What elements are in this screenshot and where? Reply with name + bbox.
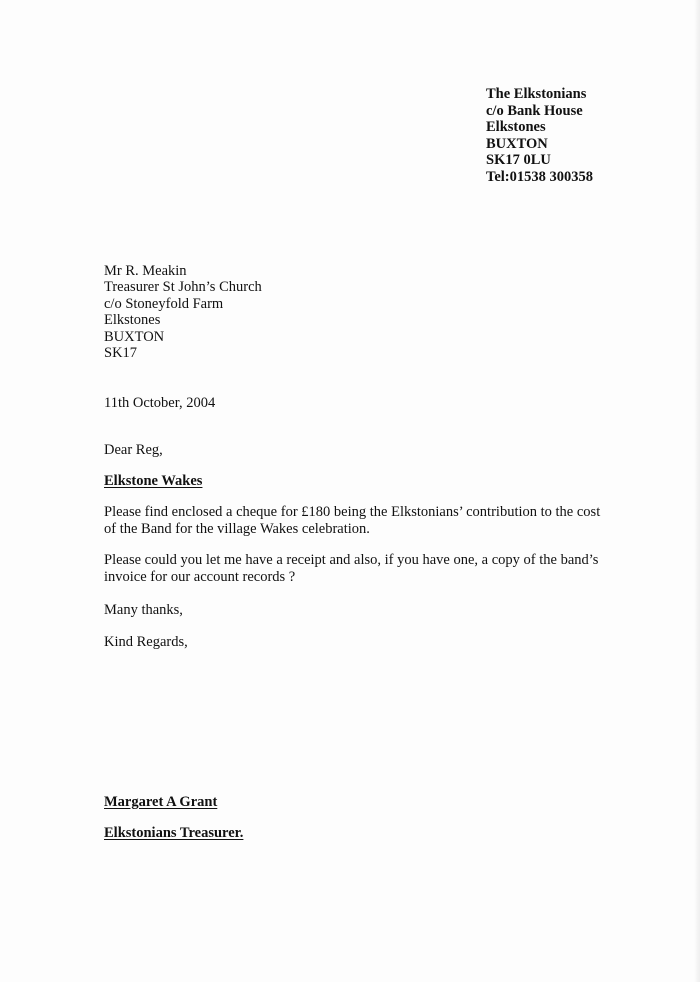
recipient-postcode: SK17 <box>104 345 138 362</box>
recipient-name: Mr R. Meakin <box>104 263 187 279</box>
letter-date: 11th October, 2004 <box>104 395 216 411</box>
salutation: Dear Reg, <box>104 442 163 458</box>
sender-telephone: Tel:01538 300358 <box>486 168 594 185</box>
subject-heading: Elkstone Wakes <box>104 473 203 489</box>
recipient-role: Treasurer St John’s Church <box>104 279 262 296</box>
body-paragraph-2 <box>104 552 604 586</box>
recipient-address-line: Elkstones <box>104 312 161 329</box>
signature-name: Margaret A Grant <box>104 794 218 810</box>
recipient-address <box>104 263 262 361</box>
sender-postcode: SK17 0LU <box>486 152 551 169</box>
closing-line: Kind Regards, <box>104 634 188 650</box>
sender-address-line: Elkstones <box>486 119 546 136</box>
recipient-address-line: c/o Stoneyfold Farm <box>104 295 224 312</box>
body-line: Please find enclosed a cheque for £180 being the Elkstonians’ contribution to the cost <box>104 504 601 520</box>
body-line: Please could you let me have a receipt and also, if you have one, a copy of the band’s <box>104 552 599 568</box>
body-paragraph-1 <box>104 504 604 538</box>
sender-address-line: BUXTON <box>486 135 548 152</box>
thanks-line: Many thanks, <box>104 602 183 618</box>
sender-address <box>486 86 593 186</box>
sender-address-line: c/o Bank House <box>486 102 583 119</box>
signature-title: Elkstonians Treasurer. <box>104 825 244 841</box>
sender-org-name: The Elkstonians <box>486 86 587 102</box>
page-edge-shadow <box>694 0 700 982</box>
recipient-address-line: BUXTON <box>104 328 165 345</box>
body-line: of the Band for the village Wakes celebration. <box>104 521 370 538</box>
body-line: invoice for our account records ? <box>104 569 296 586</box>
